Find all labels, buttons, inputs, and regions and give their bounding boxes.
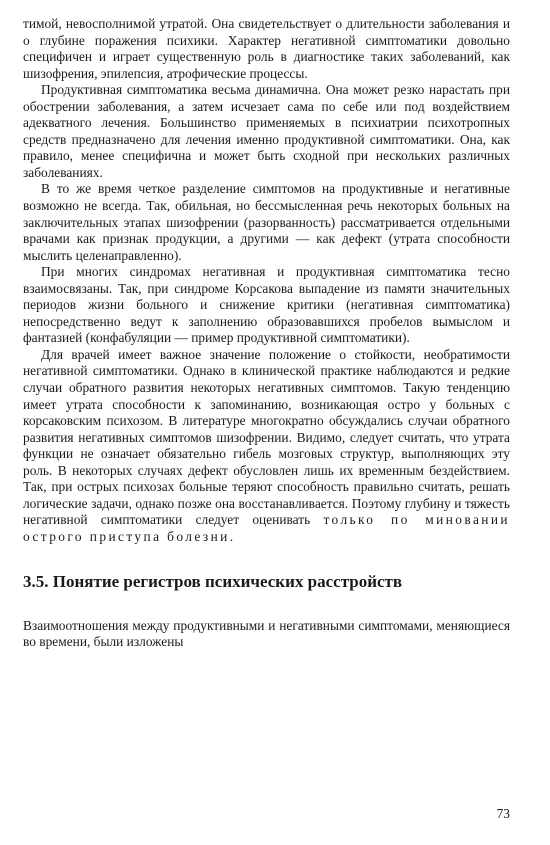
paragraph-2: Продуктивная симптоматика весьма динамична. Она может резко нарастать при обострении заболевания, а затем исчезает сама по себе или под воздействием адекватного лечения. Большинство применяемых в психиатрии психотропных средств предназначено для лечения именно продуктивной симптоматики. Она, как правило, менее специфична и может быть сходной при нескольких различных заболеваниях.	[23, 82, 510, 180]
page-number: 73	[496, 806, 510, 821]
paragraph-6: Взаимоотношения между продуктивными и негативными симптомами, меняющиеся во времени, были изложены	[23, 617, 510, 650]
paragraph-3: В то же время четкое разделение симптомов на продуктивные и негативные возможно не всегда. Так, обильная, но бессмысленная речь некоторых больных на заключительных этапах шизофрении (разорванность) рассматривается отдельными врачами как признак продукции, а другими — как дефект (утрата способности мыслить целенаправленно).	[23, 181, 510, 263]
paragraph-1: тимой, невосполнимой утратой. Она свидетельствует о длительности заболевания и о глубине поражения психики. Характер негативной симптоматики довольно специфичен и играет существенную роль в диагностике таких заболеваний, как шизофрения, эпилепсия, атрофические процессы.	[23, 16, 510, 81]
page-body	[23, 16, 510, 651]
paragraph-4: При многих синдромах негативная и продуктивная симптоматика тесно взаимосвязаны. Так, при синдроме Корсакова выпадение из памяти значительных периодов жизни больного и снижение критики (негативная симптоматика) непосредственно ведут к заполнению образовавшихся пробелов вымыслом и фантазией (конфабуляции — пример продуктивной симптоматики).	[23, 264, 510, 346]
paragraph-5-text: Для врачей имеет важное значение положение о стойкости, необратимости негативной симптоматики. Однако в клинической практике наблюдаются и редкие случаи обратного развития некоторых негативных симптомов. Такую тенденцию имеет утрата способности к запоминанию, возникающая остро у больных с корсаковским психозом. В литературе многократно обсуждались случаи обратного развития негативных симптомов шизофрении. Видимо, следует считать, что утрата функции не означает обязательно гибель мозговых структур, выполняющих эту роль. В некоторых случаях дефект обусловлен лишь их временным бездействием. Так, при острых психозах больные теряют способность правильно считать, решать логические задачи, однако позже она восстанавливается. Поэтому глубину и тяжесть негативной симптоматики следует оценивать	[23, 346, 510, 528]
section-heading: 3.5. Понятие регистров психических расстройств	[23, 571, 403, 591]
paragraph-5-spaced-emphasis: только по миновании острого приступа болезни.	[23, 512, 510, 544]
paragraph-5	[23, 347, 510, 546]
